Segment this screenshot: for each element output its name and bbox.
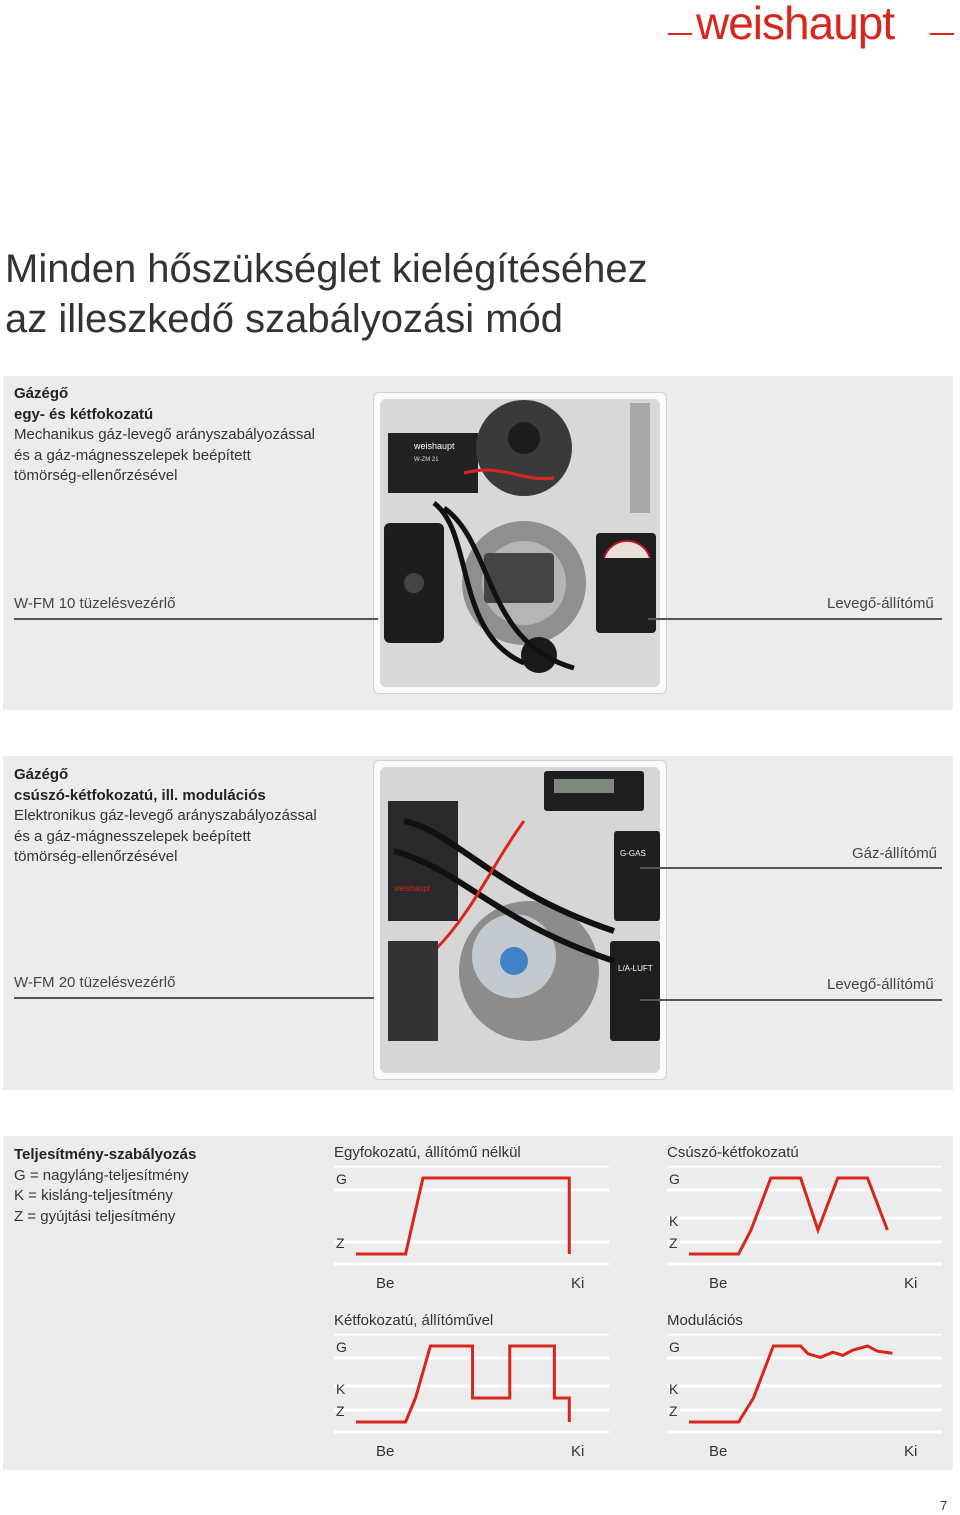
page-title xyxy=(5,244,648,344)
section-1-subheading: egy- és kétfokozatú xyxy=(14,405,154,423)
y-level-label: G xyxy=(669,1171,680,1187)
chart-egyfokozatu xyxy=(334,1144,609,1294)
section-1-description xyxy=(14,384,315,487)
chart-ketfokozatu xyxy=(334,1312,609,1462)
section-1-line: és a gáz-mágnesszelepek beépített xyxy=(14,446,251,464)
section-2-description xyxy=(14,765,317,868)
leader-line xyxy=(640,999,942,1001)
leader-line xyxy=(640,867,942,869)
chart-title: Csúszó-kétfokozatú xyxy=(667,1144,799,1161)
x-label-ki: Ki xyxy=(571,1275,585,1292)
legend-line-z: Z = gyújtási teljesítmény xyxy=(14,1207,176,1225)
section-2-line: Elektronikus gáz-levegő arányszabályozással xyxy=(14,807,317,824)
chart-svg xyxy=(334,1334,609,1464)
y-level-label: K xyxy=(336,1381,346,1397)
label-levego-allitomu-1: Levegő-állítómű xyxy=(827,595,934,612)
section-2-subheading: csúszó-kétfokozatú, ill. modulációs xyxy=(14,786,266,804)
chart-title: Modulációs xyxy=(667,1312,743,1329)
photo-label: G-GAS xyxy=(620,849,646,858)
x-label-ki: Ki xyxy=(571,1443,585,1460)
y-level-label: G xyxy=(669,1339,680,1355)
x-label-be: Be xyxy=(376,1443,395,1460)
title-line-1: Minden hőszükséglet kielégítéséhez xyxy=(5,247,648,291)
section-2-line: és a gáz-mágnesszelepek beépített xyxy=(14,827,251,845)
chart-modulacios xyxy=(667,1312,942,1462)
section-1-line: tömörség-ellenőrzésével xyxy=(14,467,178,484)
leader-line xyxy=(14,997,374,999)
weishaupt-logo xyxy=(668,2,958,54)
y-level-label: G xyxy=(336,1171,347,1187)
y-level-label: G xyxy=(336,1339,347,1355)
section-1-heading: Gázégő xyxy=(14,385,69,402)
y-level-label: K xyxy=(669,1381,679,1397)
title-line-2: az illeszkedő szabályozási mód xyxy=(5,297,564,341)
section-2-line: tömörség-ellenőrzésével xyxy=(14,848,178,865)
section-2-heading: Gázégő xyxy=(14,766,69,783)
page-number: 7 xyxy=(940,1498,948,1513)
section-1-line: Mechanikus gáz-levegő arányszabályozással xyxy=(14,426,315,443)
y-level-label: Z xyxy=(336,1403,345,1419)
photo-label: weishaupt xyxy=(394,884,431,893)
y-level-label: Z xyxy=(669,1235,678,1251)
photo-label: weishaupt xyxy=(414,441,455,451)
chart-svg xyxy=(667,1334,942,1464)
y-level-label: Z xyxy=(669,1403,678,1419)
chart-csuszo-ketfokozatu xyxy=(667,1144,942,1294)
x-label-be: Be xyxy=(376,1275,395,1292)
legend-line-g: G = nagyláng-teljesítmény xyxy=(14,1166,189,1184)
x-label-be: Be xyxy=(709,1443,728,1460)
burner-photo-1 xyxy=(373,392,667,694)
chart-svg xyxy=(334,1166,609,1296)
logo-dash-right xyxy=(930,33,954,35)
label-gaz-allitomu: Gáz-állítómű xyxy=(852,845,938,862)
section-3-legend xyxy=(14,1145,196,1227)
x-label-be: Be xyxy=(709,1275,728,1292)
legend-line-k: K = kisláng-teljesítmény xyxy=(14,1187,173,1204)
burner-photo-2 xyxy=(373,760,667,1080)
label-w-fm-20: W-FM 20 tüzelésvezérlő xyxy=(14,974,176,991)
label-levego-allitomu-2: Levegő-állítómű xyxy=(827,976,934,993)
chart-title: Egyfokozatú, állítómű nélkül xyxy=(334,1144,521,1161)
x-label-ki: Ki xyxy=(904,1443,918,1460)
section-3-heading: Teljesítmény-szabályozás xyxy=(14,1146,197,1163)
chart-svg xyxy=(667,1166,942,1296)
chart-title: Kétfokozatú, állítóművel xyxy=(334,1312,494,1329)
logo-dash-left xyxy=(668,33,692,35)
logo-text: weishaupt xyxy=(696,0,895,49)
leader-line xyxy=(14,618,378,620)
photo-label: W-ZM 21 xyxy=(414,457,439,463)
y-level-label: K xyxy=(669,1213,679,1229)
y-level-label: Z xyxy=(336,1235,345,1251)
label-w-fm-10: W-FM 10 tüzelésvezérlő xyxy=(14,595,176,612)
x-label-ki: Ki xyxy=(904,1275,918,1292)
photo-label: L/A-LUFT xyxy=(618,964,653,973)
leader-line xyxy=(648,618,942,620)
